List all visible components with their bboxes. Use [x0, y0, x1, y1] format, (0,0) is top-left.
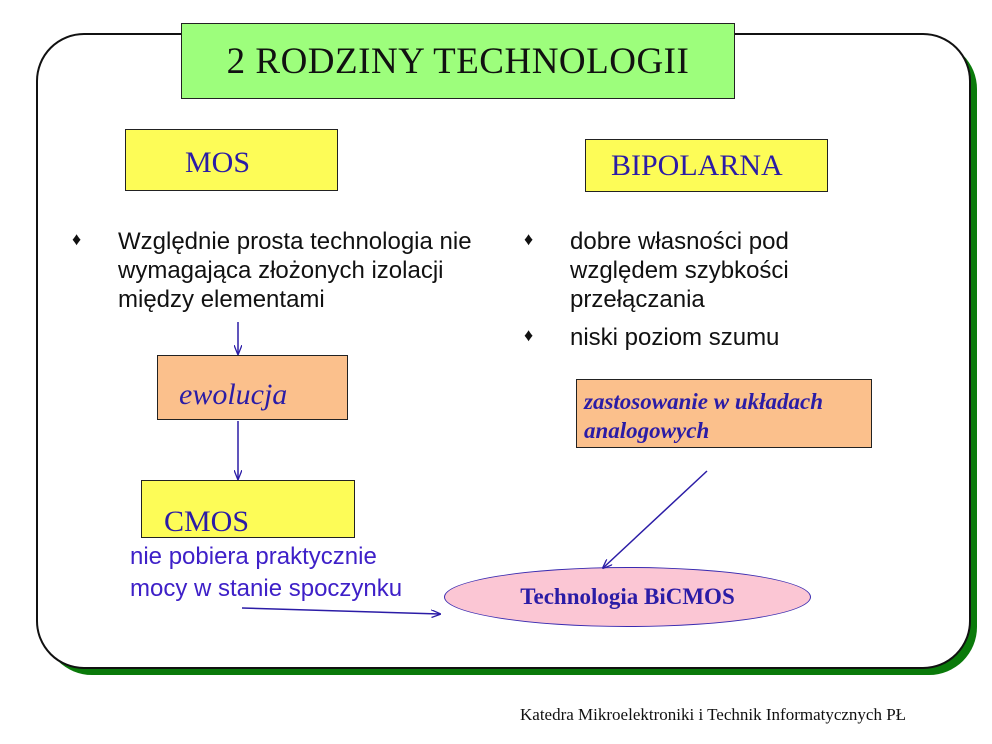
arrow-application-to-bicmos	[603, 471, 707, 568]
cmos-label: CMOS	[164, 505, 250, 538]
mos-label-box: MOS	[125, 129, 338, 191]
evolution-label: ewolucja	[179, 378, 288, 411]
cmos-note-line: nie pobiera praktycznie	[130, 543, 377, 570]
bicmos-ellipse: Technologia BiCMOS	[444, 567, 811, 627]
application-line: analogowych	[584, 418, 710, 443]
cmos-note-line: mocy w stanie spoczynku	[130, 575, 403, 602]
mos-bullet-text: Względnie prosta technologia nie wymagająca złożonych izolacji między elementami	[118, 228, 472, 313]
diamond-bullet-icon: ♦	[524, 325, 534, 345]
bipolar-bullet-text: dobre własności pod względem szybkości przełączania	[570, 228, 789, 313]
bipolar-bullet-text: niski poziom szumu	[570, 324, 780, 351]
footer-credit: Katedra Mikroelektroniki i Technik Informatycznych PŁ	[520, 705, 907, 724]
diamond-bullet-icon: ♦	[72, 229, 82, 249]
diamond-bullet-icon: ♦	[524, 229, 534, 249]
arrow-cmos-to-bicmos	[242, 608, 440, 614]
slide-title: 2 RODZINY TECHNOLOGII	[181, 23, 735, 99]
bipolar-label-box: BIPOLARNA	[585, 139, 828, 192]
application-line: zastosowanie w układach	[584, 389, 823, 414]
